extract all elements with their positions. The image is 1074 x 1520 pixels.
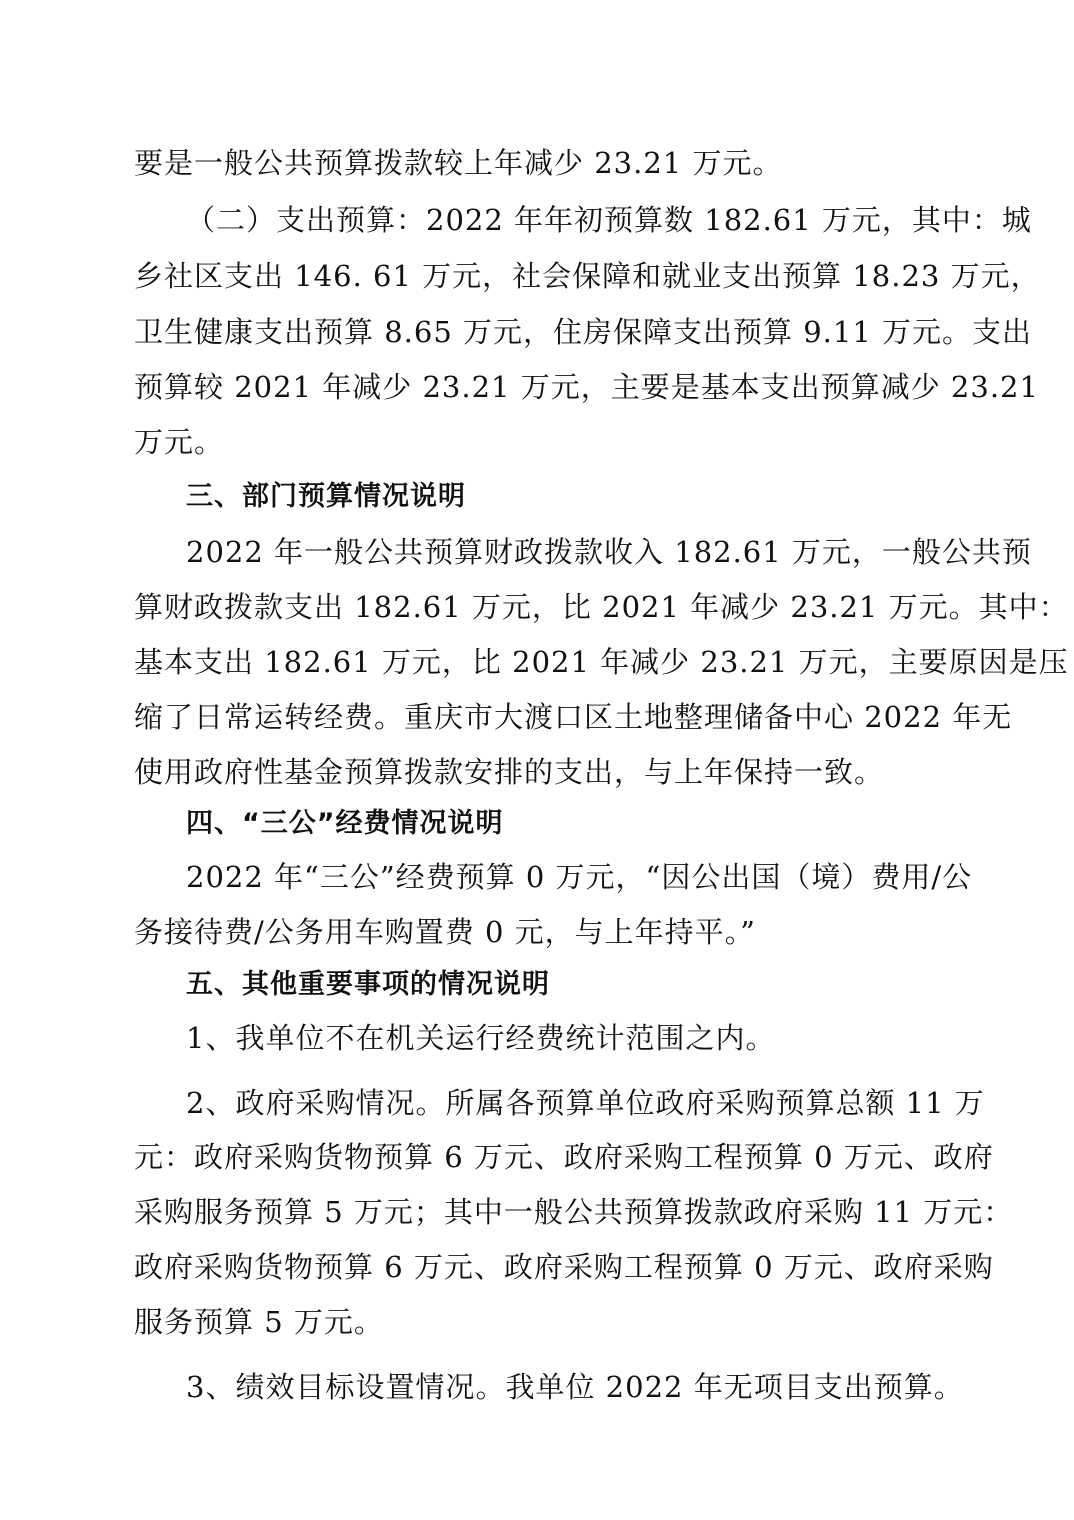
paragraph-line: 2022 年一般公共预算财政拨款收入 182.61 万元，一般公共预 <box>186 535 1032 569</box>
paragraph-line: 服务预算 5 万元。 <box>134 1305 384 1339</box>
paragraph-line: 使用政府性基金预算拨款安排的支出，与上年保持一致。 <box>134 755 885 789</box>
paragraph-line: 采购服务预算 5 万元；其中一般公共预算拨款政府采购 11 万元： <box>134 1195 1014 1229</box>
paragraph-line: 缩了日常运转经费。重庆市大渡口区土地整理储备中心 2022 年无 <box>134 700 1013 734</box>
paragraph-line: （二）支出预算：2022 年年初预算数 182.61 万元，其中：城 <box>186 203 1032 237</box>
section-heading: 四、“三公”经费情况说明 <box>186 808 504 839</box>
section-heading: 三、部门预算情况说明 <box>186 481 466 512</box>
paragraph-line: 预算较 2021 年减少 23.21 万元，主要是基本支出预算减少 23.21 <box>134 370 1039 404</box>
paragraph-line: 1、我单位不在机关运行经费统计范围之内。 <box>186 1021 776 1055</box>
paragraph-line: 元：政府采购货物预算 6 万元、政府采购工程预算 0 万元、政府 <box>134 1140 994 1174</box>
paragraph-line: 政府采购货物预算 6 万元、政府采购工程预算 0 万元、政府采购 <box>134 1250 994 1284</box>
paragraph-line: 3、绩效目标设置情况。我单位 2022 年无项目支出预算。 <box>186 1370 964 1404</box>
paragraph-line: 万元。 <box>134 425 225 459</box>
paragraph-line: 基本支出 182.61 万元，比 2021 年减少 23.21 万元，主要原因是压 <box>134 645 1069 679</box>
paragraph-line: 2、政府采购情况。所属各预算单位政府采购预算总额 11 万 <box>186 1086 985 1120</box>
paragraph-line: 务接待费/公务用车购置费 0 元，与上年持平。” <box>134 915 756 949</box>
paragraph-line: 要是一般公共预算拨款较上年减少 23.21 万元。 <box>134 146 783 180</box>
paragraph-line: 算财政拨款支出 182.61 万元，比 2021 年减少 23.21 万元。其中： <box>134 590 1069 624</box>
section-heading: 五、其他重要事项的情况说明 <box>186 969 550 1000</box>
paragraph-line: 卫生健康支出预算 8.65 万元，住房保障支出预算 9.11 万元。支出 <box>134 315 1033 349</box>
paragraph-line: 乡社区支出 146. 61 万元，社会保障和就业支出预算 18.23 万元， <box>134 259 1041 293</box>
paragraph-line: 2022 年“三公”经费预算 0 万元，“因公出国（境）费用/公 <box>186 860 973 894</box>
